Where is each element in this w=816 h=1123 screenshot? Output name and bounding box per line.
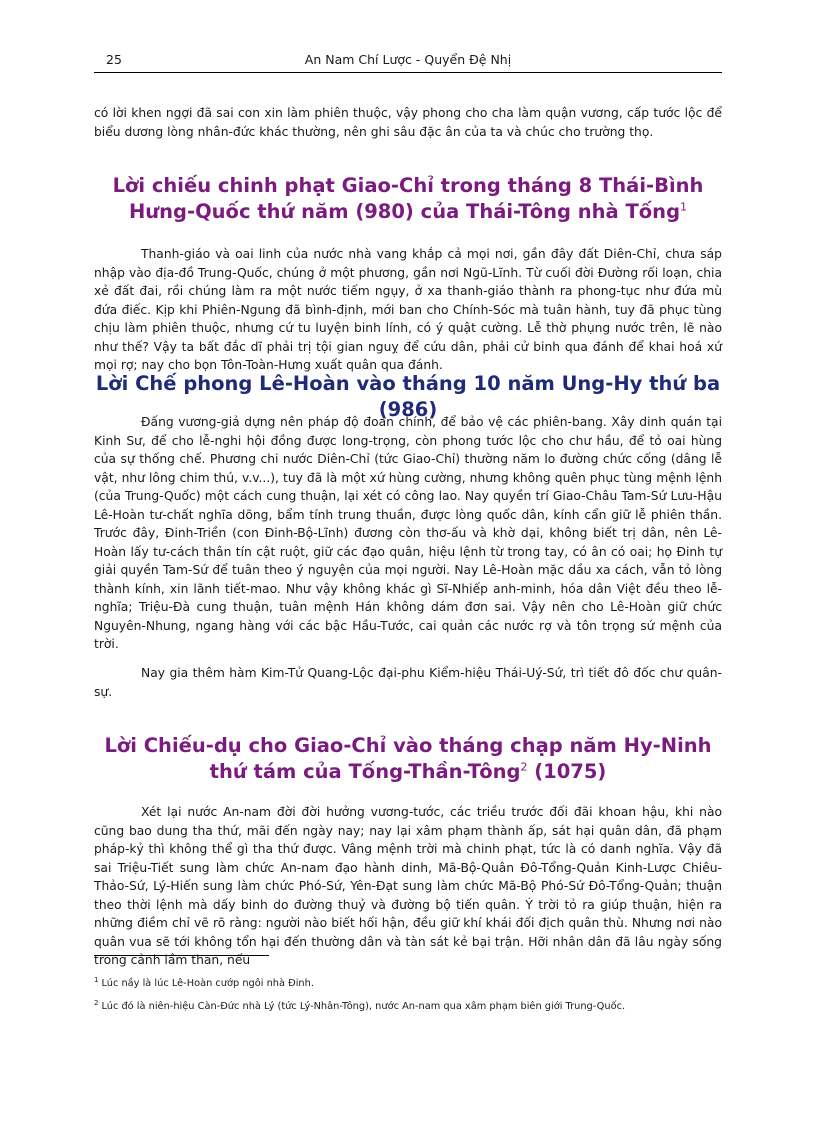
section2-body-2: Nay gia thêm hàm Kim-Tử Quang-Lộc đại-phu Kiểm-hiệu Thái-Uý-Sứ, trì tiết đô đốc chư quân-sự.	[94, 666, 722, 699]
footnote-1	[94, 977, 722, 991]
footnote-2	[94, 1000, 722, 1014]
page-number: 25	[106, 52, 122, 67]
footnote-2-text: Lúc đó là niên-hiệu Càn-Đức nhà Lý (tức Lý-Nhân-Tông), nước An-nam qua xâm phạm biên giới Trung-Quốc.	[101, 1001, 626, 1012]
section2-heading: Lời Chế phong Lê-Hoàn vào tháng 10 năm Ung-Hy thứ ba (986)	[95, 372, 721, 421]
section1-heading	[94, 173, 722, 225]
footnote-ref-2[interactable]: 2	[520, 760, 528, 774]
page-header	[94, 50, 722, 73]
section3-body: Xét lại nước An-nam đời đời hưởng vương-tước, các triều trước đối đãi khoan hậu, khi nào cũng bao dung tha thứ, mãi đến ngày nay; nay lại xâm phạm thành ấp, sát hại quân dân, đã phạm pháp-kỷ thì không thể gì tha thứ được. Vâng mệnh trời mà chinh phạt, tức là có danh nghĩa. Vậy đã sai Triệu-Tiết sung làm chức An-nam đạo hành dinh, Mã-Bộ-Quân Đô-Tổng-Quản Kinh-Lược Chiêu-Thảo-Sứ, Lý-Hiến sung làm chức Phó-Sứ, Yên-Đạt sung làm chức Mã-Bộ Phó-Sứ Đô-Tổng-Quản; thuận theo thời lệnh mà dấy binh do đường thuỷ và đường bộ tiến quân. Ý trời tỏ ra giúp thuận, hiện ra những điềm chỉ vẽ rõ ràng: người nào biết hối hận, đều giữ khí khái đối địch quân thù. Nhưng nơi nào quân vua sẽ tới không tổn hại đến thường dân và tàn sát kẻ bại trận. Hỡi nhân dân đã lâu ngày sống trong cảnh lầm than, nếu	[94, 805, 722, 967]
running-title: An Nam Chí Lược - Quyển Đệ Nhị	[304, 52, 512, 67]
footnote-2-mark: 2	[94, 998, 99, 1007]
section1-title: Lời chiếu chinh phạt Giao-Chỉ trong tháng 8 Thái-Bình Hưng-Quốc thứ năm (980) của Thái-Tông nhà Tống	[112, 174, 704, 223]
section1-body: Thanh-giáo và oai linh của nước nhà vang khắp cả mọi nơi, gần đây đất Diên-Chỉ, chưa sáp nhập vào địa-đồ Trung-Quốc, chúng ở một phương, gần nơi Ngũ-Lĩnh. Từ cuối đời Đường rối loạn, chia xẻ đất đai, rồi chúng làm ra một nước tiếm ngụy, ở xa thanh-giáo thành ra phong-tục như đứa mù đứa điếc. Kịp khi Phiên-Ngung đã bình-định, mới ban cho Chính-Sóc mà tuân hành, tuy đã phục tùng chịu làm phiên thuộc, nhưng cứ tu luyện binh lính, có ý quật cường. Lễ thờ phụng nước trên, lẽ nào như thế? Vậy ta bất đắc dĩ phải trị tội gian nguỵ để cứu dân, phải cử binh qua đánh để khai hoá xứ mọi rợ; nay cho bọn Tôn-Toàn-Hưng xuất quân qua đánh.	[94, 247, 722, 372]
section3-heading	[94, 733, 722, 785]
section3-title-year: (1075)	[527, 760, 607, 783]
footnote-separator	[94, 955, 269, 956]
section2-body: Đấng vương-giả dựng nên pháp độ đoan chính, để bảo vệ các phiên-bang. Xây dinh quán tại Kinh Sư, để cho lễ-nghi hội đồng được long-trọng, còn phong tước lộc cho chư hầu, để tỏ oai hùng của sự thống chế. Phương chi nước Diên-Chỉ (tức Giao-Chỉ) thường năm lo đường chức cống (dâng lễ vật, như lông chim thú, v.v...), tuy đã là một xứ hùng cường, nhưng không quên phục tùng mệnh lệnh (của Trung-Quốc) một cách cung thuận, lại xét có công lao. Nay quyền trí Giao-Châu Tam-Sứ Lưu-Hậu Lê-Hoàn tư-chất nghĩa dõng, bẩm tính trung thuần, được lòng quốc dân, kính cẩn giữ lễ phiên thần. Trước đây, Đinh-Triền (con Đinh-Bộ-Lĩnh) đương còn thơ-ấu và khờ dại, không biết trị dân, nên Lê-Hoàn lấy tư-cách thân tín cật ruột, giữ các đạo quân, hiệu lệnh từ trong tay, có ân có oai; họ Đinh tự giải quyền Tam-Sứ để tuân theo ý nguyện của mọi người. Nay Lê-Hoàn mặc dầu xa cách, vẫn tỏ lòng thành kính, xin lãnh tiết-mao. Như vậy không khác gì Sĩ-Nhiếp anh-minh, hóa dân Việt đều theo lễ-nghĩa; Triệu-Đà cung thuận, tuân mệnh Hán không dám đơn sai. Vậy nên cho Lê-Hoàn giữ chức Nguyên-Nhung, ngang hàng với các bậc Hầu-Tước, cai quản các nước rợ và tôn trọng sứ mệnh của trời.	[94, 415, 722, 651]
footnote-1-mark: 1	[94, 975, 99, 984]
footnote-1-text: Lúc nầy là lúc Lê-Hoàn cướp ngôi nhà Đinh.	[101, 978, 314, 989]
footnote-ref-1[interactable]: 1	[680, 200, 688, 214]
section3-title: Lời Chiếu-dụ cho Giao-Chỉ vào tháng chạp năm Hy-Ninh thứ tám của Tống-Thần-Tông	[104, 734, 712, 783]
intro-paragraph: có lời khen ngợi đã sai con xin làm phiên thuộc, vậy phong cho cha làm quận vương, cấp tước lộc để biểu dương lòng nhân-đức khác thường, nên ghi sâu đặc ân của ta và chúc cho trường thọ.	[94, 106, 722, 139]
